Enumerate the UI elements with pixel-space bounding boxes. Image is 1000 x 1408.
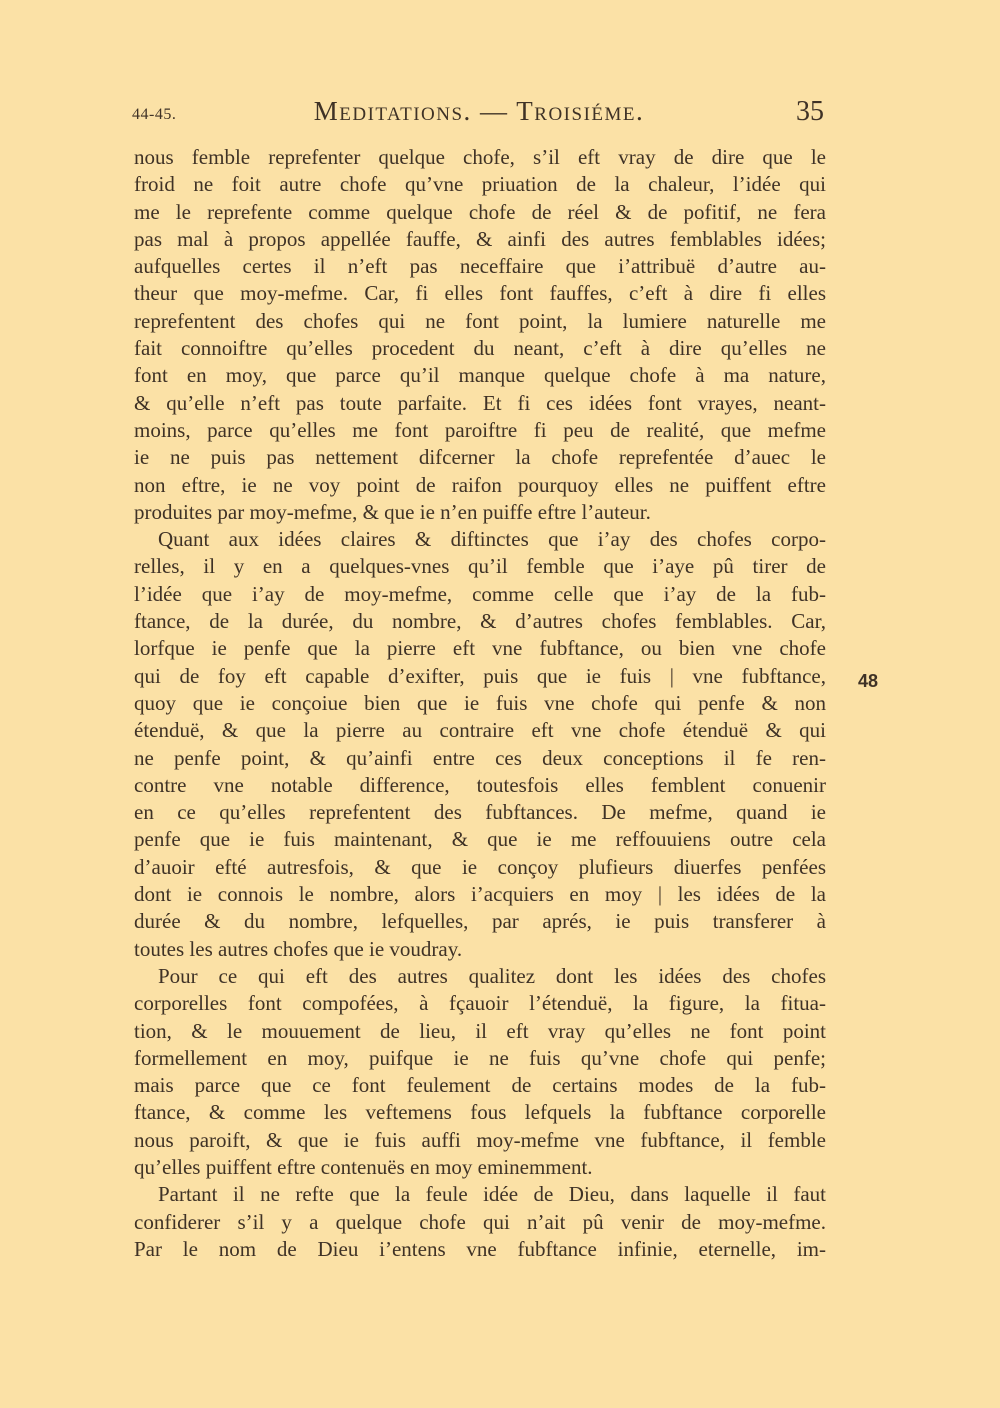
text-line: reprefentent des chofes qui ne font point, la lumiere naturelle me	[134, 308, 826, 333]
paragraph-start-line: Partant il ne refte que la feule idée de Dieu, dans laquelle il faut	[158, 1182, 826, 1207]
text-line: font en moy, que parce qu’il manque quelque chofe à ma nature,	[134, 363, 826, 388]
text-line: non eftre, ie ne voy point de raifon pourquoy elles ne puiffent eftre	[134, 472, 826, 497]
text-line: theur que moy-mefme. Car, fi elles font fauffes, c’eft à dire fi elles	[134, 281, 826, 306]
text-line: étenduë, & que la pierre au contraire eft vne chofe étenduë & qui	[134, 718, 826, 743]
running-title: Meditations. — Troisiéme.	[313, 96, 645, 126]
text-line: corporelles font compofées, à fçauoir l’étenduë, la figure, la fitua-	[134, 991, 826, 1016]
text-line: penfe que ie fuis maintenant, & que ie me reffouuiens outre cela	[134, 827, 826, 852]
text-line: l’idée que i’ay de moy-mefme, comme celle que i’ay de la fub-	[134, 581, 826, 606]
page-reference: 44-45.	[132, 106, 177, 123]
text-line: qui de foy eft capable d’exifter, puis que ie fuis | vne fubftance,	[134, 663, 826, 688]
text-line: qu’elles puiffent eftre contenuës en moy eminemment.	[134, 1154, 593, 1179]
text-line: contre vne notable difference, toutesfois elles femblent conuenir	[134, 772, 826, 797]
text-line: aufquelles certes il n’eft pas neceffaire que i’attribuë d’autre au-	[134, 254, 826, 279]
text-line: durée & du nombre, lefquelles, par aprés, ie puis transferer à	[134, 909, 826, 934]
text-line: mais parce que ce font feulement de certains modes de la fub-	[134, 1073, 826, 1098]
paragraph-start-line: Pour ce qui eft des autres qualitez dont les idées des chofes	[158, 963, 826, 988]
text-line: produites par moy-mefme, & que ie n’en puiffe eftre l’auteur.	[134, 499, 651, 524]
text-line: tion, & le mouuement de lieu, il eft vray qu’elles ne font point	[134, 1018, 826, 1043]
text-line: formellement en moy, puifque ie ne fuis qu’vne chofe qui penfe;	[134, 1045, 826, 1070]
text-line: Par le nom de Dieu i’entens vne fubftance infinie, eternelle, im-	[134, 1236, 826, 1261]
margin-page-marker: 48	[858, 671, 879, 691]
text-line: ftance, de la durée, du nombre, & d’autres chofes femblables. Car,	[134, 609, 826, 634]
body-text	[134, 144, 826, 1263]
text-line: relles, il y en a quelques-vnes qu’il femble que i’aye pû tirer de	[134, 554, 826, 579]
paragraph-start-line: Quant aux idées claires & diftinctes que i’ay des chofes corpo-	[158, 527, 826, 552]
text-line: toutes les autres chofes que ie voudray.	[134, 936, 463, 961]
text-line: dont ie connois le nombre, alors i’acquiers en moy | les idées de la	[134, 882, 826, 907]
text-line: moins, parce qu’elles me font paroiftre fi peu de realité, que mefme	[134, 417, 826, 442]
text-line: ne penfe point, & qu’ainfi entre ces deux conceptions il fe ren-	[134, 745, 826, 770]
text-line: en ce qu’elles reprefentent des fubftances. De mefme, quand ie	[134, 800, 826, 825]
text-line: nous femble reprefenter quelque chofe, s’il eft vray de dire que le	[134, 145, 826, 169]
text-line: fait connoiftre qu’elles procedent du neant, c’eft à dire qu’elles ne	[134, 336, 826, 361]
text-line: quoy que ie conçoiue bien que ie fuis vne chofe qui penfe & non	[134, 690, 826, 715]
text-line: ie ne puis pas nettement difcerner la chofe reprefentée d’auec le	[134, 445, 826, 470]
text-line: d’auoir efté autresfois, & que ie conçoy plufieurs diuerfes penfées	[134, 854, 826, 879]
text-line: confiderer s’il y a quelque chofe qui n’ait pû venir de moy-mefme.	[134, 1209, 826, 1234]
running-head	[132, 96, 826, 132]
text-line: pas mal à propos appellée fauffe, & ainfi des autres femblables idées;	[134, 226, 826, 251]
text-line: froid ne foit autre chofe qu’vne priuation de la chaleur, l’idée qui	[134, 172, 826, 197]
text-line: ftance, & comme les veftemens fous lefquels la fubftance corporelle	[134, 1100, 826, 1125]
text-line: me le reprefente comme quelque chofe de réel & de pofitif, ne fera	[134, 199, 826, 224]
text-line: nous paroift, & que ie fuis auffi moy-mefme vne fubftance, il femble	[134, 1127, 826, 1152]
page-number: 35	[796, 96, 824, 127]
text-line: lorfque ie penfe que la pierre eft vne fubftance, ou bien vne chofe	[134, 636, 826, 661]
text-line: & qu’elle n’eft pas toute parfaite. Et fi ces idées font vrayes, neant-	[134, 390, 826, 415]
